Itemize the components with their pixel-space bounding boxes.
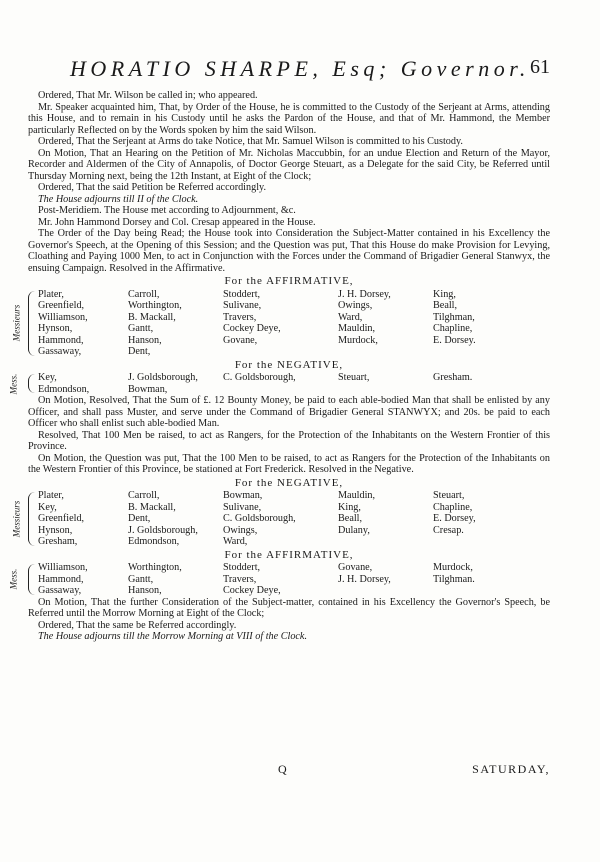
vote-label: Messieurs [11, 500, 22, 537]
member-name: C. Goldsborough, [223, 372, 296, 383]
member-name: Greenfield, [38, 300, 85, 311]
member-name: Hanson, [128, 334, 162, 346]
member-name: Murdock, [433, 562, 473, 573]
member-name: Hanson, [128, 585, 162, 596]
member-name: Beall, [433, 300, 458, 311]
member-name: Carroll, [128, 288, 160, 300]
member-name: Chapline, [433, 501, 473, 513]
member-name: King, [433, 288, 456, 300]
member-name: Ward, [338, 311, 363, 323]
member-name: Gantt, [128, 323, 154, 334]
member-name: Gantt, [128, 573, 154, 585]
paragraph: On Motion, Resolved, That the Sum of £. 12 Bounty Money, be paid to each able-bodied Man that shall be enlisted by any Officer, and shall pass Muster, and serve under the Command of Brigadier General STANWYX; and 20s. be paid to each Officer who shall enlist such able-bodied Man. [28, 395, 550, 429]
member-name: Hynson, [38, 524, 73, 536]
member-name: Dulany, [338, 524, 370, 536]
vote-row [28, 513, 550, 525]
member-name: J. H. Dorsey, [338, 288, 391, 300]
vote-label: Mess. [8, 568, 19, 590]
member-name: Greenfield, [38, 513, 85, 524]
member-name: Govane, [338, 562, 373, 573]
member-name: B. Mackall, [128, 311, 176, 323]
page-body [8, 90, 550, 643]
member-name: Cockey Deye, [223, 585, 281, 596]
member-name: B. Mackall, [128, 501, 176, 513]
member-name: Hammond, [38, 334, 84, 346]
member-name: Tilghman, [433, 311, 475, 323]
member-name [338, 384, 433, 396]
member-name: C. Goldsborough, [223, 513, 296, 524]
member-name: Mauldin, [338, 323, 376, 334]
vote-list [8, 372, 550, 395]
member-name: Williamson, [38, 311, 88, 323]
member-name: King, [338, 501, 361, 513]
vote-row [28, 525, 550, 537]
vote-row [28, 490, 550, 502]
paragraph: Mr. Speaker acquainted him, That, by Order of the House, he is committed to the Custody of the Serjeant at Arms, attending this House, and to remain in his Custody until he asks the Pardon of the House, and that of Mr. Hammond, the Member particularly Reflected on by the Words spoken by him the said Wilson. [28, 101, 550, 136]
member-name: Gassaway, [38, 585, 82, 596]
member-name: Murdock, [338, 334, 378, 346]
paragraph: On Motion, That an Hearing on the Petition of Mr. Nicholas Maccubbin, for an undue Election and Return of the Mayor, Recorder and Aldermen of the City of Annapolis, of Doctor George Steuart, as a Delegate for the said City, be Referred until Thursday Morning next, being the 12th Instant, at Eight of the Clock; [28, 147, 550, 182]
brace [28, 374, 35, 393]
member-name: Plater, [38, 288, 64, 300]
vote-heading: For the NEGATIVE, [234, 358, 344, 371]
vote-label: Mess. [8, 373, 19, 394]
vote-heading: For the AFFIRMATIVE, [224, 548, 354, 561]
paragraph: Ordered, That Mr. Wilson be called in; who appeared. [38, 90, 258, 101]
member-name [338, 536, 433, 548]
member-name: Key, [38, 372, 57, 383]
vote-row [28, 335, 550, 347]
member-name: Worthington, [128, 562, 182, 573]
paragraph: The House adjourns till II of the Clock. [38, 193, 199, 205]
member-name [433, 585, 533, 597]
member-name: Edmondson, [128, 536, 180, 547]
paragraph: The House adjourns till the Morrow Morning at VIII of the Clock. [38, 631, 308, 642]
member-name: Sulivane, [223, 300, 262, 311]
member-name: Hammond, [38, 573, 84, 585]
member-name: Cresap. [433, 524, 464, 536]
member-name: Sulivane, [223, 501, 262, 513]
vote-row [28, 346, 550, 358]
member-name: J. H. Dorsey, [338, 573, 391, 585]
member-name: Steuart, [338, 372, 370, 383]
member-name: Tilghman. [433, 573, 475, 585]
member-name: Govane, [223, 334, 258, 346]
member-name: Stoddert, [223, 288, 261, 300]
member-name [433, 536, 533, 548]
member-name [433, 346, 533, 358]
page-header [70, 56, 550, 82]
vote-row [28, 562, 550, 574]
member-name: Bowman, [223, 490, 263, 501]
member-name: J. Goldsborough, [128, 372, 198, 383]
member-name: E. Dorsey, [433, 513, 476, 524]
paragraph: Resolved, That 100 Men be raised, to act as Rangers, for the Protection of the Inhabitants on the Western Frontier of this Province. [28, 429, 550, 452]
vote-row [28, 323, 550, 335]
brace [28, 492, 35, 546]
member-name: Chapline, [433, 323, 473, 334]
member-name: Travers, [223, 573, 257, 585]
vote-list [11, 288, 550, 358]
paragraph: On Motion, the Question was put, That the 100 Men to be raised, to act as Rangers for the Protection of the Inhabitants on the Western Frontier of this Province, be stationed at Fort Frederick. Resolved in the Negative. [28, 452, 550, 475]
vote-heading: For the AFFIRMATIVE, [224, 275, 354, 287]
page-number: 61 [530, 56, 550, 78]
signature-mark: Q [278, 762, 287, 776]
member-name: Gresham, [38, 536, 78, 547]
paragraph: Ordered, That the Serjeant at Arms do take Notice, that Mr. Samuel Wilson is committed to his Custody. [38, 136, 463, 147]
vote-row [28, 300, 550, 312]
vote-list [8, 562, 550, 597]
member-name: Bowman, [128, 383, 168, 395]
brace [28, 564, 35, 595]
vote-row [28, 312, 550, 324]
member-name: Gassaway, [38, 346, 82, 357]
vote-row [28, 536, 550, 548]
running-head: HORATIO SHARPE, Esq; Governor. [70, 56, 530, 81]
member-name: Carroll, [128, 490, 160, 501]
member-name: Steuart, [433, 490, 465, 501]
member-name: J. Goldsborough, [128, 524, 198, 536]
member-name: Hynson, [38, 323, 73, 334]
page-footer [28, 762, 550, 782]
member-name [338, 585, 433, 597]
vote-row [28, 372, 550, 384]
member-name: Dent, [128, 513, 151, 524]
paragraph: Ordered, That the said Petition be Referred accordingly. [38, 182, 267, 193]
member-name: Plater, [38, 490, 64, 501]
vote-row [28, 585, 550, 597]
member-name: Worthington, [128, 300, 182, 311]
member-name: Owings, [223, 524, 258, 536]
paragraph: The Order of the Day being Read; the House took into Consideration the Subject-Matter contained in his Excellency the Governor's Speech, at the Opening of this Session; and the Question was put, That this House do make Provision for Levying, Cloathing and Paying 1000 Men, to act in Conjunction with the Forces under the Command of Brigadier General Stanwyx, the ensuing Campaign. Resolved in the Affirmative. [28, 228, 550, 274]
paragraph: Ordered, That the same be Referred accordingly. [38, 619, 237, 631]
member-name [433, 384, 533, 396]
member-name [223, 346, 338, 358]
paragraph: On Motion, That the further Consideration of the Subject-matter, contained in his Excellency the Governor's Speech, be Referred until the Morrow Morning at Eight of the Clock; [28, 596, 550, 619]
catchword: SATURDAY, [472, 762, 550, 776]
vote-row [28, 289, 550, 301]
member-name: Beall, [338, 513, 363, 524]
member-name: Mauldin, [338, 490, 376, 501]
member-name: Dent, [128, 346, 151, 357]
vote-label: Messieurs [11, 304, 22, 342]
member-name: Key, [38, 501, 57, 513]
vote-row [28, 574, 550, 586]
vote-row [28, 502, 550, 514]
member-name [223, 384, 338, 396]
paragraph: Post-Meridiem. The House met according to Adjournment, &c. [38, 205, 296, 216]
vote-list [11, 490, 550, 548]
member-name [338, 346, 433, 358]
member-name: E. Dorsey. [433, 334, 476, 346]
member-name: Cockey Deye, [223, 323, 281, 334]
member-name: Ward, [223, 536, 248, 547]
vote-heading: For the NEGATIVE, [234, 476, 344, 489]
brace [28, 291, 35, 356]
vote-row [28, 384, 550, 396]
member-name: Edmondson, [38, 383, 90, 395]
member-name: Williamson, [38, 562, 88, 573]
member-name: Gresham. [433, 372, 473, 383]
member-name: Stoddert, [223, 562, 261, 573]
member-name: Travers, [223, 311, 257, 323]
paragraph: Mr. John Hammond Dorsey and Col. Cresap appeared in the House. [38, 216, 316, 228]
member-name: Owings, [338, 300, 373, 311]
